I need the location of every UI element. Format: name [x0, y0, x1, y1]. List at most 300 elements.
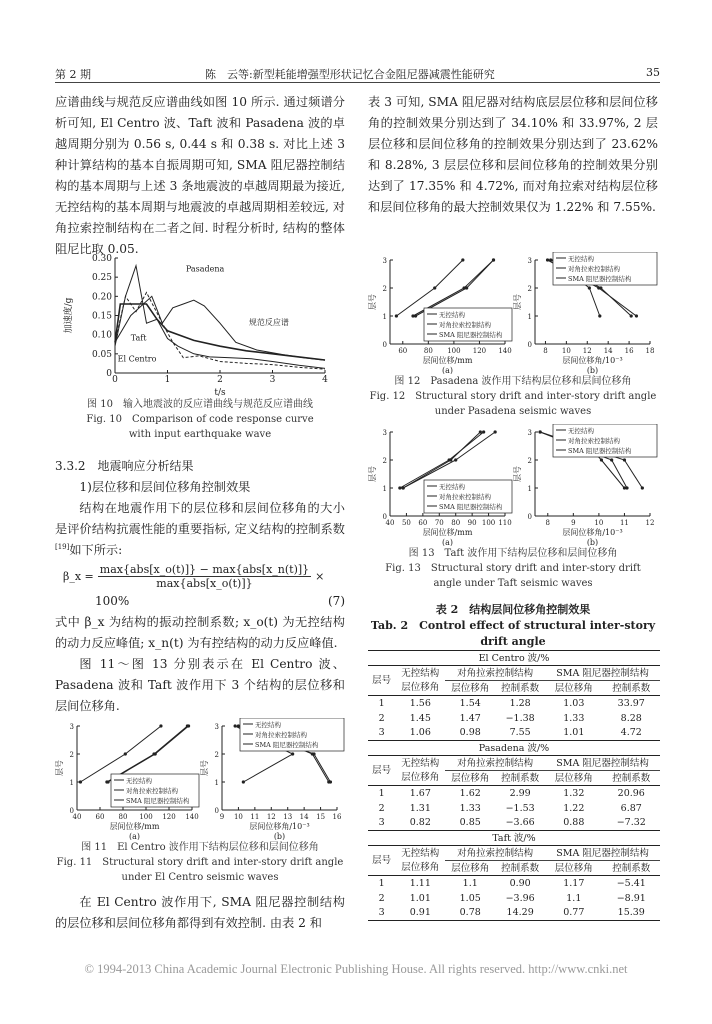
y-tick-label: 2 [382, 285, 387, 293]
caption-en: Fig. 11 Structural story drift and inter-story drift angle [56, 857, 344, 868]
table-row [368, 816, 660, 831]
y-tick-label: 0.25 [91, 273, 112, 284]
table-cell: 0.98 [459, 727, 481, 739]
y-tick-label: 2 [382, 457, 387, 465]
caption-en: Fig. 10 Comparison of code response curve [86, 414, 314, 425]
eq-times: × [315, 569, 325, 583]
data-point [395, 314, 398, 317]
x-tick-label: 80 [423, 347, 433, 355]
series-line-Taft [115, 266, 325, 369]
wave-row [368, 831, 660, 846]
series-line-规范反应谱 [115, 304, 325, 360]
caption-en: with input earthquake wave [128, 429, 272, 440]
table-row [368, 906, 660, 921]
y-tick-label: 2 [527, 285, 532, 293]
x-tick-label: 11 [619, 519, 629, 527]
series-line-SMA 阻尼器控制结构 [396, 260, 462, 316]
data-point [546, 258, 549, 261]
header-diagonal: 对角拉索控制结构 [445, 666, 545, 681]
table-cell: 1.33 [459, 802, 481, 814]
x-tick-label: 50 [401, 519, 411, 527]
x-tick-label: 100 [447, 347, 461, 355]
legend-entry: SMA 阻尼器控制结构 [126, 797, 190, 805]
caption-en: under Pasadena seismic waves [434, 406, 592, 417]
subheader-cell: 层位移角 [554, 862, 593, 874]
copyright-footer: © 1994-2013 China Academic Journal Electronic Publishing House. All rights reserved. http://www.cnki.net [84, 962, 628, 976]
table-row [368, 876, 660, 891]
x-tick-label: 16 [332, 813, 342, 821]
paragraph: 图 11～图 13 分别表示在 El Centro 波、Pasadena 波和 Taft 波作用下 3 个结构的层位移和层间位移角. [55, 657, 345, 713]
x-tick-label: 11 [250, 813, 260, 821]
table-cell: 8.28 [620, 712, 642, 724]
table-cell: 0.90 [509, 877, 531, 889]
legend-entry: 对角拉索控制结构 [568, 437, 620, 445]
x-tick-label: 4 [322, 375, 328, 385]
x-tick-label: 60 [398, 347, 408, 355]
paragraph: 表 3 可知, SMA 阻尼器对结构底层层位移和层间位移角的控制效果分别达到了 34.10% 和 33.97%, 2 层层位移和层间位移角的控制效果分别达到了 23.62% 和 8.28%, 3 层层位移和层间位移角的控制效果分别达到了 17.35% 和 4.72%, 而对角拉索对结构层位移和层间位移角的最大控制效果仅为 1.22% 和 7.55%. [368, 95, 658, 214]
data-point [414, 314, 417, 317]
table-cell: 1.28 [509, 697, 531, 709]
table-2 [368, 602, 658, 921]
header-diagonal: 对角拉索控制结构 [445, 756, 545, 771]
legend-entry: 无控结构 [439, 483, 465, 491]
x-tick-label: 2 [217, 375, 223, 385]
table-cell: 4.72 [620, 727, 642, 739]
x-axis-label: 层间位移角/10⁻³ [249, 822, 310, 831]
caption-cn: 图 12 Pasadena 波作用下结构层位移和层间位移角 [394, 376, 632, 387]
subfigure-label: (b) [586, 366, 599, 374]
table-cell: 1.1 [462, 877, 478, 889]
eq-lhs: β_x = [63, 569, 94, 583]
x-tick-label: 12 [645, 519, 655, 527]
data-point [311, 752, 314, 755]
curve-annotation: Pasadena [185, 264, 225, 274]
figure-10-chart [55, 252, 345, 397]
table-cell: 3 [378, 727, 385, 739]
eq-numerator: max{abs[x_o(t)]} − max{abs[x_n(t)]} [99, 562, 310, 576]
left-column-intro [55, 92, 345, 260]
table-cell: 1.01 [409, 892, 431, 904]
header-row [368, 666, 660, 681]
subheader-row [368, 861, 660, 876]
x-tick-label: 120 [162, 813, 176, 821]
data-point [588, 286, 591, 289]
table-cell: 0.77 [563, 907, 585, 919]
x-tick-label: 8 [545, 519, 551, 527]
table-cell: 1.17 [563, 877, 585, 889]
table-cell: 1 [378, 877, 385, 889]
x-axis-label: 层间位移/mm [422, 356, 473, 365]
x-tick-label: 14 [299, 813, 309, 821]
data-point [623, 458, 626, 461]
data-point [402, 486, 405, 489]
table-row [368, 711, 660, 726]
subsection-heading: 1)层位移和层间位移角控制效果 [79, 480, 251, 494]
y-tick-label: 1 [382, 313, 387, 321]
legend-entry: 无控结构 [439, 311, 465, 319]
x-axis-label: 层间位移/mm [422, 528, 473, 537]
x-tick-label: 70 [434, 519, 444, 527]
legend-entry: 对角拉索控制结构 [439, 321, 491, 329]
figure-13 [368, 424, 658, 591]
x-axis-label: t/s [214, 388, 226, 397]
wave-label: Pasadena 波/% [368, 741, 660, 756]
data-point [635, 314, 638, 317]
data-point [327, 780, 330, 783]
y-tick-label: 0.30 [91, 254, 112, 264]
x-tick-label: 140 [185, 813, 199, 821]
table-cell: −8.91 [616, 892, 646, 904]
caption-cn: 图 11 El Centro 波作用下结构层位移和层间位移角 [81, 842, 319, 853]
y-tick-label: 1 [527, 313, 532, 321]
table-cell: 1.01 [563, 727, 585, 739]
header-sma: SMA 阻尼器控制结构 [545, 666, 660, 681]
curve-annotation: 规范反应谱 [248, 318, 289, 328]
data-point [598, 314, 601, 317]
data-point [433, 286, 436, 289]
subheader-cell: 控制系数 [501, 682, 540, 694]
figure-11a-chart [55, 718, 200, 840]
y-tick-label: 0.15 [91, 311, 112, 322]
eq-denominator: max{abs[x_o(t)]} [156, 576, 253, 590]
data-point [234, 724, 237, 727]
table-cell: 1.32 [563, 787, 585, 799]
data-point [154, 752, 157, 755]
subfigure-label: (b) [586, 538, 599, 546]
data-point [539, 430, 542, 433]
y-tick-label: 3 [69, 723, 74, 731]
table-row [368, 696, 660, 711]
figure-10 [55, 252, 345, 442]
subfigure-label: (a) [128, 832, 141, 840]
subfigure-label: (b) [273, 832, 286, 840]
x-tick-label: 100 [481, 519, 496, 527]
wave-row [368, 651, 660, 666]
x-tick-label: 40 [385, 519, 395, 527]
x-tick-label: 13 [283, 813, 293, 821]
figure-caption [368, 374, 658, 419]
curve-annotation: Taft [130, 333, 147, 343]
table-cell: 0.82 [409, 817, 431, 829]
series-line-Pasadena [115, 296, 325, 360]
y-tick-label: 0 [527, 513, 532, 521]
table-cell: 1.33 [563, 712, 585, 724]
y-axis-label: 层号 [513, 466, 522, 482]
equation-number: (7) [328, 594, 345, 608]
caption-en: Fig. 13 Structural story drift and inter-story drift [385, 563, 641, 574]
left-column-closing [55, 892, 345, 934]
wave-row [368, 741, 660, 756]
legend-entry: 无控结构 [568, 255, 594, 263]
table-cell: −7.32 [616, 817, 646, 829]
table-cell: 2 [378, 892, 385, 904]
figure-caption [368, 546, 658, 591]
header-diagonal: 对角拉索控制结构 [445, 846, 545, 861]
subheader-cell: 控制系数 [612, 682, 651, 694]
x-tick-label: 18 [645, 347, 655, 355]
x-tick-label: 140 [498, 347, 512, 355]
subheader-cell: 控制系数 [501, 772, 540, 784]
equation-line2 [95, 591, 345, 612]
legend-entry: SMA 阻尼器控制结构 [568, 447, 632, 455]
table-cell: 6.87 [620, 802, 642, 814]
table-cell: 1.06 [409, 727, 431, 739]
page-number: 35 [646, 66, 660, 79]
data-point [291, 752, 294, 755]
y-tick-label: 2 [214, 751, 219, 759]
caption-en: under El Centro seismic waves [121, 872, 279, 883]
y-tick-label: 0.05 [91, 349, 112, 360]
table-cell: 20.96 [617, 787, 645, 799]
table-cell: 3 [378, 907, 385, 919]
figure-caption [55, 840, 345, 885]
figure-caption [55, 397, 345, 442]
x-tick-label: 90 [467, 519, 477, 527]
subheader-cell: 层位移角 [451, 862, 490, 874]
y-tick-label: 3 [382, 429, 387, 437]
y-axis-label: 层号 [368, 466, 377, 482]
x-tick-label: 40 [72, 813, 82, 821]
data-point [106, 780, 109, 783]
data-point [449, 458, 452, 461]
data-point [465, 286, 468, 289]
table-cell: 0.88 [563, 817, 585, 829]
figure-13b-chart [513, 424, 658, 546]
equation [63, 561, 345, 591]
x-tick-label: 9 [571, 519, 576, 527]
data-point [482, 430, 485, 433]
caption-cn: 图 10 输入地震波的反应谱曲线与规范反应谱曲线 [87, 399, 313, 410]
table-cell: 15.39 [617, 907, 645, 919]
table-cell: 14.29 [506, 907, 534, 919]
control-effect-table [368, 650, 660, 921]
data-point [479, 430, 482, 433]
x-tick-label: 3 [269, 375, 276, 385]
series-line-无控结构 [413, 260, 494, 316]
subheader-cell: 层位移角 [401, 772, 440, 784]
section-3-3-2 [55, 456, 345, 717]
eq-fraction [98, 563, 311, 590]
data-point [454, 458, 457, 461]
y-tick-label: 0 [214, 807, 219, 815]
x-tick-label: 110 [498, 519, 512, 527]
x-axis-label: 层间位移/mm [109, 822, 160, 831]
paragraph: 在 El Centro 波作用下, SMA 阻尼器控制结构的层位移和层间位移角都得到有效控制. 由表 2 和 [55, 895, 345, 930]
figure-13a-chart [368, 424, 513, 546]
table-cell: 2.99 [509, 787, 531, 799]
figure-11b-chart [200, 718, 345, 840]
y-axis-label: 加速度/g [64, 297, 74, 334]
table-cell: 1.45 [409, 712, 431, 724]
table-cell: 3 [378, 817, 385, 829]
y-axis-label: 层号 [200, 760, 209, 776]
subheader-cell: 层位移角 [401, 682, 440, 694]
header-uncontrolled: 无控结构 [401, 757, 440, 769]
wave-label: Taft 波/% [368, 831, 660, 846]
legend-entry: SMA 阻尼器控制结构 [439, 503, 503, 511]
y-tick-label: 1 [214, 779, 219, 787]
legend-entry: 对角拉索控制结构 [126, 787, 178, 795]
y-tick-label: 3 [382, 257, 387, 265]
data-point [494, 430, 497, 433]
x-tick-label: 12 [582, 347, 592, 355]
subheader-cell: 层位移角 [451, 772, 490, 784]
table-row [368, 891, 660, 906]
table-cell: 1.54 [459, 697, 481, 709]
table-title-cn: 表 2 结构层间位移角控制效果 [435, 603, 591, 616]
y-tick-label: 3 [527, 257, 532, 265]
data-point [187, 724, 190, 727]
table-cell: 1.03 [563, 697, 585, 709]
y-tick-label: 0 [69, 807, 74, 815]
x-tick-label: 80 [451, 519, 461, 527]
y-tick-label: 3 [527, 429, 532, 437]
eq-percent: 100% [95, 594, 130, 608]
legend-entry: SMA 阻尼器控制结构 [568, 275, 632, 283]
table-row [368, 786, 660, 801]
table-cell: 1.1 [566, 892, 582, 904]
data-point [398, 486, 401, 489]
caption-en: Fig. 12 Structural story drift and inter-story drift angle [369, 391, 657, 402]
header-uncontrolled: 无控结构 [401, 847, 440, 859]
subheader-cell: 层位移角 [554, 772, 593, 784]
y-tick-label: 2 [69, 751, 74, 759]
figure-11 [55, 718, 345, 885]
y-axis-label: 层号 [368, 294, 377, 310]
y-tick-label: 1 [69, 779, 74, 787]
table-cell: 1.22 [563, 802, 585, 814]
table-cell: 1.56 [409, 697, 431, 709]
data-point [599, 286, 602, 289]
table-cell: 1.67 [409, 787, 431, 799]
data-point [242, 780, 245, 783]
header-story: 层号 [372, 765, 392, 776]
subheader-row [368, 771, 660, 786]
wave-label: El Centro 波/% [368, 651, 660, 666]
x-tick-label: 0 [112, 375, 118, 385]
y-tick-label: 0.20 [91, 292, 112, 303]
table-cell: 7.55 [509, 727, 531, 739]
figure-13-panels [368, 424, 658, 546]
figure-12-panels [368, 252, 658, 374]
citation[interactable]: [19] [55, 542, 70, 551]
y-tick-label: 3 [214, 723, 219, 731]
header-sma: SMA 阻尼器控制结构 [545, 756, 660, 771]
caption-en: angle under Taft seismic waves [433, 578, 593, 589]
table-cell: 1.11 [409, 877, 431, 889]
legend-entry: 无控结构 [255, 721, 281, 729]
x-tick-label: 1 [164, 375, 171, 385]
y-tick-label: 1 [527, 485, 532, 493]
x-tick-label: 60 [418, 519, 428, 527]
header-uncontrolled: 无控结构 [401, 667, 440, 679]
table-cell: −5.41 [616, 877, 646, 889]
subheader-cell: 层位移角 [451, 682, 490, 694]
table-row [368, 726, 660, 741]
data-point [461, 258, 464, 261]
subheader-cell: 控制系数 [612, 862, 651, 874]
x-axis-label: 层间位移角/10⁻³ [562, 356, 623, 365]
table-row [368, 801, 660, 816]
legend-entry: 对角拉索控制结构 [439, 493, 491, 501]
table-cell: 1.62 [459, 787, 481, 799]
x-tick-label: 10 [561, 347, 571, 355]
figure-12b-chart [513, 252, 658, 374]
x-tick-label: 100 [139, 813, 153, 821]
y-tick-label: 0.10 [91, 330, 112, 341]
table-cell: −1.38 [505, 712, 535, 724]
header-story: 层号 [372, 855, 392, 866]
figure-11-panels [55, 718, 345, 840]
y-tick-label: 2 [527, 457, 532, 465]
table-cell: 0.85 [459, 817, 481, 829]
subheader-row [368, 681, 660, 696]
legend-entry: SMA 阻尼器控制结构 [255, 741, 319, 749]
header-story: 层号 [372, 675, 392, 686]
subfigure-label: (a) [441, 366, 454, 374]
paragraph: 式中 β_x 为结构的振动控制系数; x_o(t) 为无控结构的动力反应峰值; x_n(t) 为有控结构的动力反应峰值. [55, 615, 345, 650]
table-cell: 0.78 [459, 907, 481, 919]
data-point [641, 486, 644, 489]
subheader-cell: 层位移角 [554, 682, 593, 694]
table-cell: 1.31 [409, 802, 431, 814]
data-point [549, 258, 552, 261]
x-tick-label: 14 [603, 347, 613, 355]
table-cell: 1.05 [459, 892, 481, 904]
table-cell: 2 [378, 802, 385, 814]
x-axis-label: 层间位移角/10⁻³ [562, 528, 623, 537]
right-column-intro [368, 92, 658, 218]
y-tick-label: 0 [106, 369, 112, 379]
data-point [79, 780, 82, 783]
text: 如下所示: [69, 543, 123, 557]
series-line-无控结构 [107, 726, 187, 782]
table-cell: 1 [378, 697, 385, 709]
paragraph [55, 498, 345, 561]
data-point [630, 314, 633, 317]
x-tick-label: 8 [543, 347, 548, 355]
issue-label: 第 2 期 [55, 68, 91, 81]
figure-12 [368, 252, 658, 419]
data-point [600, 458, 603, 461]
figure-12a-chart [368, 252, 513, 374]
y-axis-label: 层号 [513, 294, 522, 310]
x-tick-label: 12 [266, 813, 276, 821]
y-axis-label: 层号 [55, 760, 64, 776]
y-tick-label: 1 [382, 485, 387, 493]
data-point [159, 724, 162, 727]
table-cell: 0.91 [409, 907, 431, 919]
x-tick-label: 80 [118, 813, 128, 821]
table-cell: 1.47 [459, 712, 481, 724]
subheader-cell: 层位移角 [401, 862, 440, 874]
x-tick-label: 10 [233, 813, 243, 821]
data-point [610, 458, 613, 461]
legend-entry: 无控结构 [568, 427, 594, 435]
running-header [55, 66, 660, 83]
table-cell: −1.53 [505, 802, 535, 814]
data-point [623, 486, 626, 489]
y-tick-label: 0 [382, 341, 387, 349]
legend-entry: 对角拉索控制结构 [568, 265, 620, 273]
table-cell: −3.96 [505, 892, 535, 904]
table-title-en: Tab. 2 Control effect of structural inter-story drift angle [370, 619, 656, 648]
x-tick-label: 60 [95, 813, 105, 821]
y-tick-label: 0 [382, 513, 387, 521]
data-point [124, 752, 127, 755]
text: 结构在地震作用下的层位移和层间位移角的大小是评价结构抗震性能的重要指标, 定义结构的控制系数 [55, 501, 345, 536]
y-tick-label: 0 [527, 341, 532, 349]
